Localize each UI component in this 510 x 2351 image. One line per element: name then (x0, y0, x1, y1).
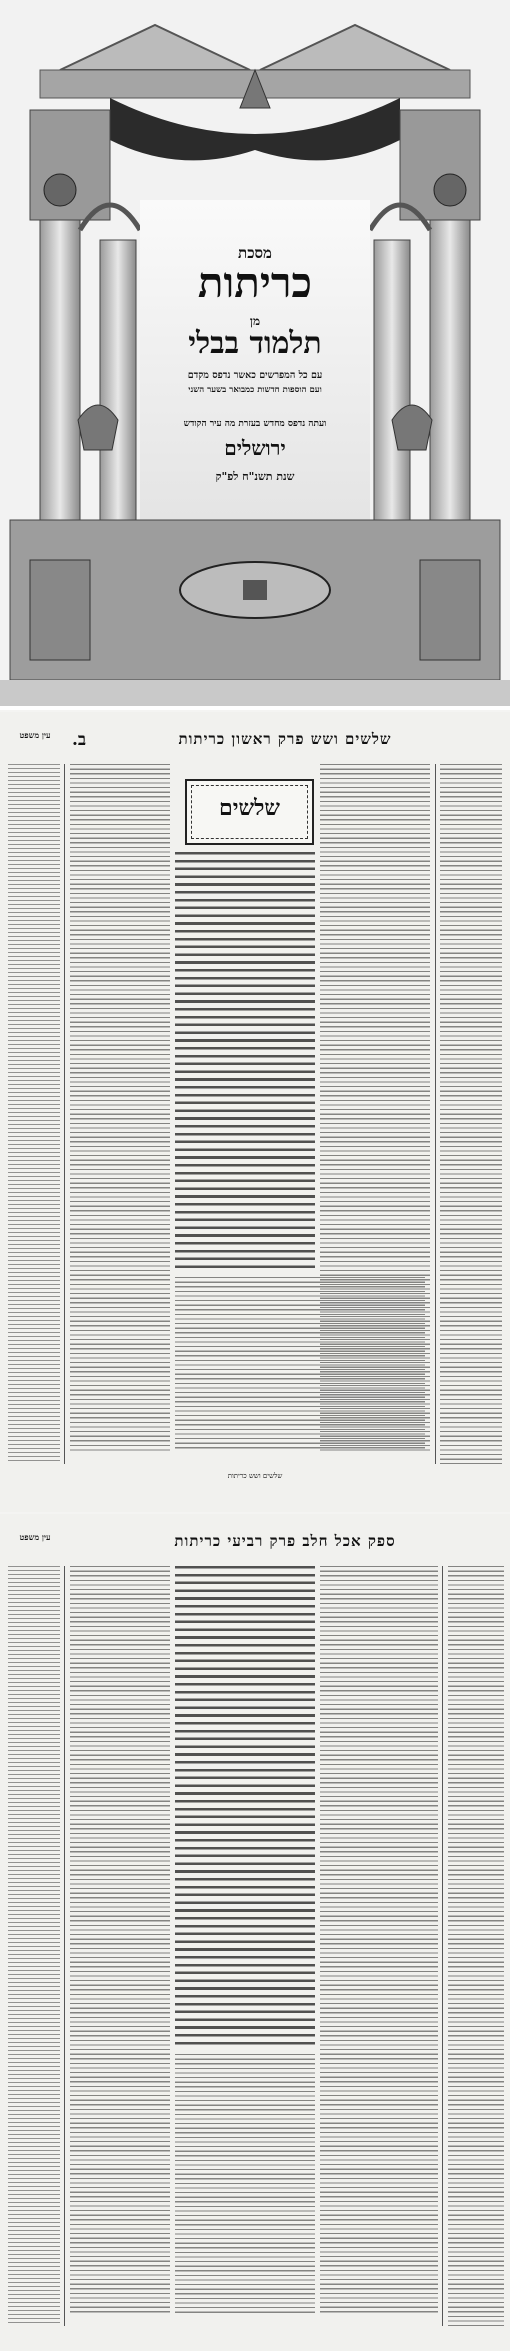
running-header: ספק אכל חלב פרק רביעי כריתות (174, 1532, 396, 1550)
from-label: מן (249, 314, 261, 328)
ein-mishpat-column (8, 764, 60, 1464)
page-divider (0, 706, 510, 710)
ein-mishpat-column (8, 1566, 60, 2326)
side-column-label: עין משפט (19, 730, 51, 740)
city-name: ירושלים (224, 436, 286, 460)
talmud-page-1 (0, 712, 510, 1512)
page-2-header (10, 1532, 500, 1556)
folio-number: ב. (72, 730, 87, 750)
gemara-main-text (175, 1566, 315, 2046)
outer-commentary-right (448, 1566, 504, 2326)
page-1-header (10, 730, 500, 754)
lower-commentary (175, 1277, 425, 1452)
column-rule (64, 1566, 65, 2326)
talmud-title: תלמוד בבלי (188, 326, 322, 361)
subtitle-line-3: ועתה נדפס מחדש בעזרת מה עיר הקודש (183, 419, 327, 429)
rashi-commentary (320, 1566, 438, 2316)
subtitle-line-1: עם כל המפרשים כאשר נדפס מקדם (187, 370, 323, 381)
tractate-name: כריתות (197, 258, 313, 307)
title-page (0, 0, 510, 710)
side-column-label: עין משפט (19, 1532, 51, 1542)
gemara-main-text (175, 852, 315, 1272)
column-rule (435, 764, 436, 1464)
publication-year: שנת תשנ"ח לפ"ק (215, 470, 295, 483)
column-rule (442, 1566, 443, 2326)
tractate-label: מסכת (238, 244, 272, 262)
chapter-opening-box (185, 779, 314, 845)
outer-commentary-right (440, 764, 502, 1464)
tosafot-commentary (70, 764, 170, 1454)
chapter-opening-word: שלשים (219, 795, 280, 821)
column-rule (64, 764, 65, 1464)
tosafot-commentary (70, 1566, 170, 2316)
talmud-page-2 (0, 1514, 510, 2351)
subtitle-line-2: ועם הוספות חדשות כמבואר בשער השני (188, 385, 322, 395)
running-header: שלשים ושש פרק ראשון כריתות (178, 730, 392, 748)
page-1-footer: שלשים ושש כריתות (227, 1472, 283, 1480)
lower-commentary (175, 2054, 315, 2316)
